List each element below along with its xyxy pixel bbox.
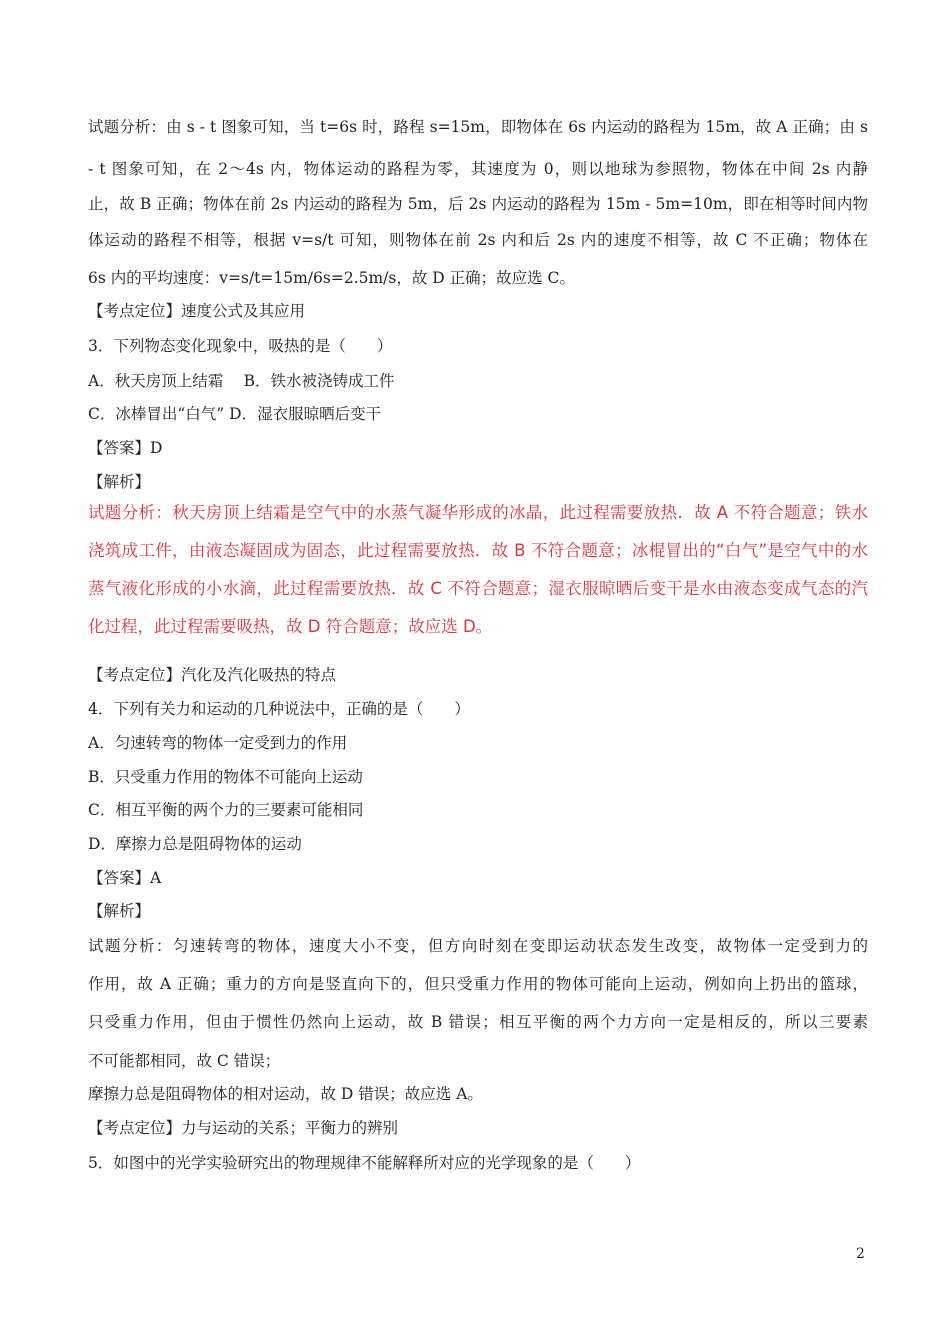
analysis-line-2: - t 图象可知，在 2～4s 内，物体运动的路程为零，其速度为 0，则以地球为参照物，物体在中间 2s 内静: [88, 160, 868, 178]
analysis-heading-3: 【解析】: [88, 473, 151, 491]
question-5: 5．如图中的光学实验研究出的物理规律不能解释所对应的光学现象的是（ ）: [88, 1154, 641, 1172]
analysis-4-line-1: 试题分析：匀速转弯的物体，速度大小不变，但方向时刻在变即运动状态发生改变，故物体一定受到力的: [88, 937, 868, 955]
option-4-b: B．只受重力作用的物体不可能向上运动: [88, 768, 363, 786]
analysis-4-line-4: 不可能都相同，故 C 错误；: [88, 1052, 281, 1070]
option-3-ab: A．秋天房顶上结霜 B．铁水被浇铸成工件: [88, 372, 395, 390]
option-4-c: C．相互平衡的两个力的三要素可能相同: [88, 801, 364, 819]
question-4: 4．下列有关力和运动的几种说法中，正确的是（ ）: [88, 700, 470, 718]
analysis-3-line-2: 浇筑成工件，由液态凝固成为固态，此过程需要放热．故 B 不符合题意；冰棍冒出的“白气”是空气中的水: [88, 541, 868, 560]
option-4-a: A．匀速转弯的物体一定受到力的作用: [88, 734, 348, 752]
answer-4: 【答案】A: [88, 869, 162, 887]
key-point-q3: 【考点定位】汽化及汽化吸热的特点: [88, 666, 337, 684]
analysis-line-3: 止，故 B 正确；物体在前 2s 内运动的路程为 5m，后 2s 内运动的路程为 15m - 5m=10m，即在相等时间内物: [88, 195, 868, 213]
answer-3: 【答案】D: [88, 439, 163, 457]
analysis-3-line-1: 试题分析：秋天房顶上结霜是空气中的水蒸气凝华形成的冰晶，此过程需要放热．故 A 不符合题意；铁水: [88, 503, 868, 522]
page-number: 2: [856, 1246, 865, 1262]
option-3-cd: C．冰棒冒出“白气” D．湿衣服晾晒后变干: [88, 405, 382, 423]
analysis-heading-4: 【解析】: [88, 902, 151, 920]
analysis-line-1: 试题分析：由 s - t 图象可知，当 t=6s 时，路程 s=15m，即物体在 6s 内运动的路程为 15m，故 A 正确；由 s: [88, 118, 868, 136]
analysis-line-5: 6s 内的平均速度：v=s/t=15m/6s=2.5m/s，故 D 正确；故应选 C。: [88, 269, 575, 287]
analysis-3-line-4: 化过程，此过程需要吸热，故 D 符合题意；故应选 D。: [88, 617, 493, 636]
key-point-q4: 【考点定位】力与运动的关系；平衡力的辨别: [88, 1119, 399, 1137]
analysis-line-4: 体运动的路程不相等，根据 v=s/t 可知，则物体在前 2s 内和后 2s 内的速度不相等，故 C 不正确；物体在: [88, 231, 868, 249]
analysis-4-line-5: 摩擦力总是阻碍物体的相对运动，故 D 错误；故应选 A。: [88, 1085, 483, 1103]
question-3: 3．下列物态变化现象中，吸热的是（ ）: [88, 337, 393, 355]
analysis-4-line-3: 只受重力作用，但由于惯性仍然向上运动，故 B 错误；相互平衡的两个力方向一定是相反的，所以三要素: [88, 1013, 868, 1031]
option-4-d: D．摩擦力总是阻碍物体的运动: [88, 835, 302, 853]
analysis-3-line-3: 蒸气液化形成的小水滴，此过程需要放热．故 C 不符合题意；湿衣服晾晒后变干是水由液态变成气态的汽: [88, 579, 868, 598]
analysis-4-line-2: 作用，故 A 正确；重力的方向是竖直向下的，但只受重力作用的物体可能向上运动，例如向上扔出的篮球，: [88, 975, 868, 993]
key-point-q2: 【考点定位】速度公式及其应用: [88, 302, 306, 320]
